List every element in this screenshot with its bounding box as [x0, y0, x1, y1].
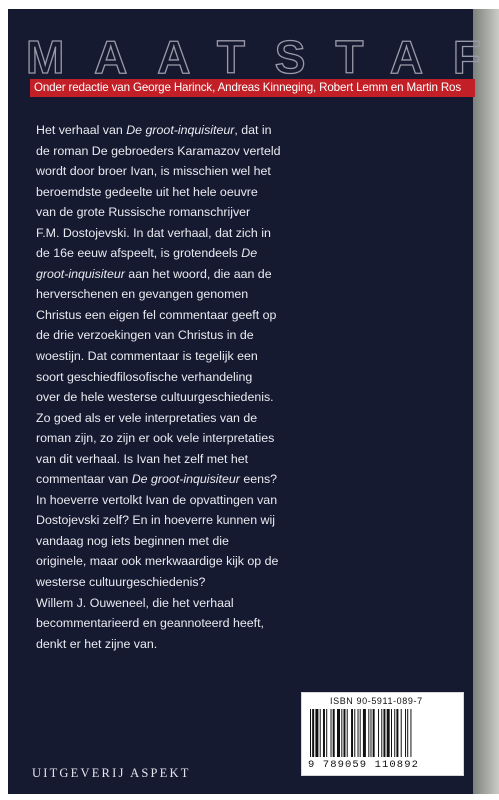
barcode-bar	[373, 709, 375, 757]
barcode-bar	[383, 709, 385, 757]
blurb-segment: vandaag nog iets beginnen met die	[36, 533, 229, 548]
blurb-segment: denkt er het zijne van.	[36, 636, 158, 651]
barcode-bar	[331, 709, 332, 757]
barcode-bar	[312, 709, 314, 757]
blurb-segment: Christus een eigen fel commentaar geeft op	[36, 307, 277, 322]
cover-edge-shadow	[473, 9, 499, 794]
blurb-segment: soort geschiedfilosofische verhandeling	[36, 369, 253, 384]
blurb-line	[36, 634, 366, 655]
barcode-bar	[396, 709, 398, 757]
blurb-segment: Het verhaal van	[36, 123, 127, 137]
barcode-bar	[310, 709, 311, 757]
blurb-italic-title: De groot-inquisiteur	[131, 472, 240, 487]
blurb-segment: roman zijn, zo zijn er ook vele interpretaties	[36, 431, 275, 446]
blurb-italic-title: groot-inquisiteur	[36, 266, 125, 281]
barcode-bar	[394, 709, 395, 757]
barcode-bar	[358, 709, 359, 757]
blurb-line	[36, 202, 366, 223]
blurb-italic-title: De	[241, 246, 258, 261]
barcode-bar	[354, 709, 355, 757]
blurb-line	[36, 182, 366, 203]
barcode-bar	[407, 709, 408, 757]
blurb-line	[36, 531, 366, 552]
ean-number: 9 789059 110892	[308, 759, 420, 771]
blurb-segment: In hoeverre vertolkt Ivan de opvattingen van	[36, 492, 278, 507]
blurb-segment: beroemdste gedeelte uit het hele oeuvre	[36, 184, 258, 199]
blurb-segment: eens?	[239, 472, 278, 487]
blurb-segment: , dat in	[234, 123, 272, 137]
blurb-line	[36, 325, 366, 346]
barcode-bar	[378, 709, 379, 757]
blurb-line	[36, 551, 366, 572]
barcode-bar	[410, 709, 411, 757]
barcode-bar	[360, 709, 361, 757]
barcode-bar	[401, 709, 402, 757]
blurb-line	[36, 367, 366, 388]
blurb-line	[36, 161, 366, 182]
blurb-line	[36, 449, 366, 470]
barcode-bar	[387, 709, 390, 757]
barcode-bars	[308, 709, 459, 759]
blurb-segment: Willem J. Ouweneel, die het verhaal	[36, 595, 234, 610]
barcode-bar	[363, 709, 366, 757]
barcode-bar	[337, 709, 340, 757]
blurb-segment: aan het woord, die aan de	[124, 266, 272, 281]
barcode-bar	[381, 709, 382, 757]
blurb-line	[36, 387, 366, 408]
isbn-barcode-panel	[301, 692, 464, 776]
blurb-segment: over de hele westerse cultuurgeschiedenis.	[36, 390, 274, 405]
barcode-bar	[323, 709, 325, 757]
barcode-bar	[368, 709, 369, 757]
isbn-number: ISBN 90-5911-089-7	[330, 696, 423, 706]
barcode-bar	[315, 709, 318, 757]
blurb-segment: van de grote Russische romanschrijver	[36, 205, 251, 220]
blurb-line	[36, 223, 366, 244]
barcode-bar	[405, 709, 406, 757]
blurb-line	[36, 141, 366, 162]
barcode-bar	[343, 709, 345, 757]
barcode-bar	[351, 709, 353, 757]
barcode-bar	[326, 709, 327, 757]
blurb-line	[36, 572, 366, 593]
blurb-segment: commentaar van	[36, 472, 132, 487]
blurb-segment: herverschenen en gevangen genomen	[36, 287, 249, 302]
blurb-text	[36, 120, 366, 654]
barcode-bar	[341, 709, 342, 757]
blurb-segment: wordt door broer Ivan, is misschien wel het	[36, 164, 271, 179]
blurb-segment: Dostojevski zelf? En in hoeverre kunnen wij	[36, 513, 275, 528]
series-title	[22, 35, 492, 77]
series-title-text: MAATSTAF	[26, 35, 481, 77]
blurb-line	[36, 243, 366, 264]
blurb-line	[36, 593, 366, 614]
blurb-segment: de drie verzoekingen van Christus in de	[36, 328, 254, 343]
blurb-line	[36, 469, 366, 490]
blurb-line	[36, 346, 366, 367]
barcode-bar	[391, 709, 392, 757]
barcode-bar	[347, 709, 348, 757]
blurb-segment: Zo goed als er vele interpretaties van de	[36, 410, 258, 425]
blurb-segment: van dit verhaal. Is Ivan het zelf met het	[36, 451, 249, 466]
blurb-line	[36, 305, 366, 326]
editors-band	[30, 79, 475, 97]
blurb-line	[36, 510, 366, 531]
blurb-line	[36, 428, 366, 449]
editors-line: Onder redactie van George Harinck, Andreas Kinneging, Robert Lemm en Martin Ros	[34, 81, 462, 94]
blurb-line	[36, 264, 366, 285]
barcode-bar	[333, 709, 335, 757]
blurb-line	[36, 284, 366, 305]
blurb-segment: de 16e eeuw afspeelt, is grotendeels	[36, 246, 242, 261]
barcode-bar	[370, 709, 371, 757]
blurb-line	[36, 120, 366, 141]
blurb-segment: originele, maar ook merkwaardige kijk op de	[36, 554, 279, 569]
blurb-line	[36, 613, 366, 634]
blurb-segment: becommentarieerd en geannoteerd heeft,	[36, 616, 265, 631]
blurb-segment: F.M. Dostojevski. In dat verhaal, dat zich in	[36, 225, 271, 240]
blurb-segment: westerse cultuurgeschiedenis?	[36, 575, 206, 590]
blurb-segment: de roman De gebroeders Karamazov verteld	[36, 143, 281, 158]
publisher-name: UITGEVERIJ ASPEKT	[32, 766, 191, 780]
blurb-line	[36, 408, 366, 429]
blurb-line	[36, 490, 366, 511]
blurb-segment: woestijn. Dat commentaar is tegelijk een	[36, 349, 258, 364]
barcode-bar	[320, 709, 321, 757]
blurb-italic-title: De groot-inquisiteur	[126, 123, 235, 137]
